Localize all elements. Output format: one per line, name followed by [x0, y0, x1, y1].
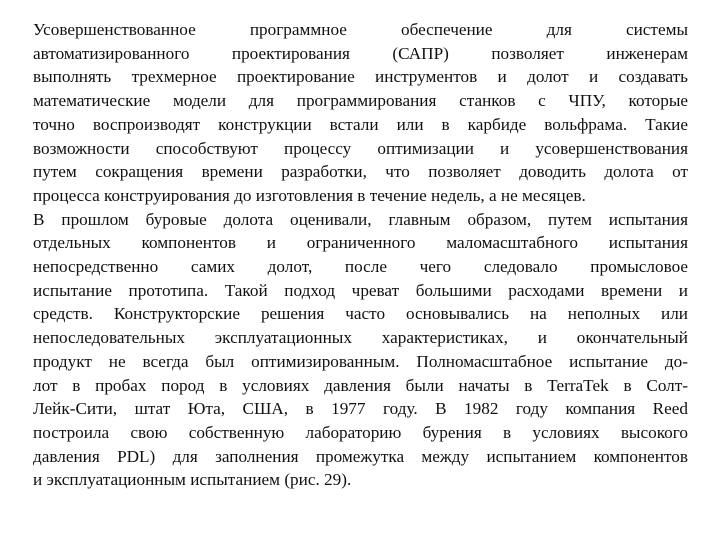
- text-line: выполнять трехмерное проектирование инструментов и долот и создавать: [33, 67, 688, 87]
- text-line: В прошлом буровые долота оценивали, главным образом, путем испытания: [33, 209, 688, 229]
- text-line: построила свою собственную лабораторию бурения в условиях высокого: [33, 422, 688, 442]
- text-line: автоматизированного проектирования (САПР) позволяет инженерам: [33, 43, 688, 63]
- text-line: точно воспроизводят конструкции встали или в карбиде вольфрама. Такие: [33, 114, 688, 134]
- text-line: непосредственно самих долот, после чего следовало промысловое: [33, 257, 688, 277]
- text-line: лот в пробах пород в условиях давления были начаты в TerraTek в Солт-: [33, 375, 688, 395]
- document-page: [33, 18, 688, 492]
- text-line: и эксплуатационным испытанием (рис. 29).: [33, 470, 352, 490]
- text-line: путем сокращения времени разработки, что позволяет доводить долота от: [33, 162, 688, 182]
- text-line: Усовершенствованное программное обеспечение для системы: [33, 20, 688, 39]
- text-line: давления PDL) для заполнения промежутка между испытанием компонентов: [33, 446, 688, 466]
- text-line: процесса конструирования до изготовления в течение недель, а не месяцев.: [33, 185, 586, 205]
- text-line: испытание прототипа. Такой подход чреват большими расходами времени и: [33, 280, 688, 300]
- text-line: возможности способствуют процессу оптимизации и усовершенствования: [33, 138, 688, 158]
- text-line: Лейк-Сити, штат Юта, США, в 1977 году. В 1982 году компания Reed: [33, 399, 688, 419]
- text-line: отдельных компонентов и ограниченного маломасштабного испытания: [33, 233, 688, 253]
- text-line: продукт не всегда был оптимизированным. Полномасштабное испытание до-: [33, 351, 688, 371]
- paragraph-bit-testing-history: [33, 208, 688, 492]
- paragraph-cad-software: [33, 18, 688, 208]
- text-line: средств. Конструкторские решения часто основывались на неполных или: [33, 304, 688, 324]
- text-line: непоследовательных эксплуатационных характеристиках, и окончательный: [33, 328, 688, 348]
- text-line: математические модели для программирования станков с ЧПУ, которые: [33, 91, 688, 111]
